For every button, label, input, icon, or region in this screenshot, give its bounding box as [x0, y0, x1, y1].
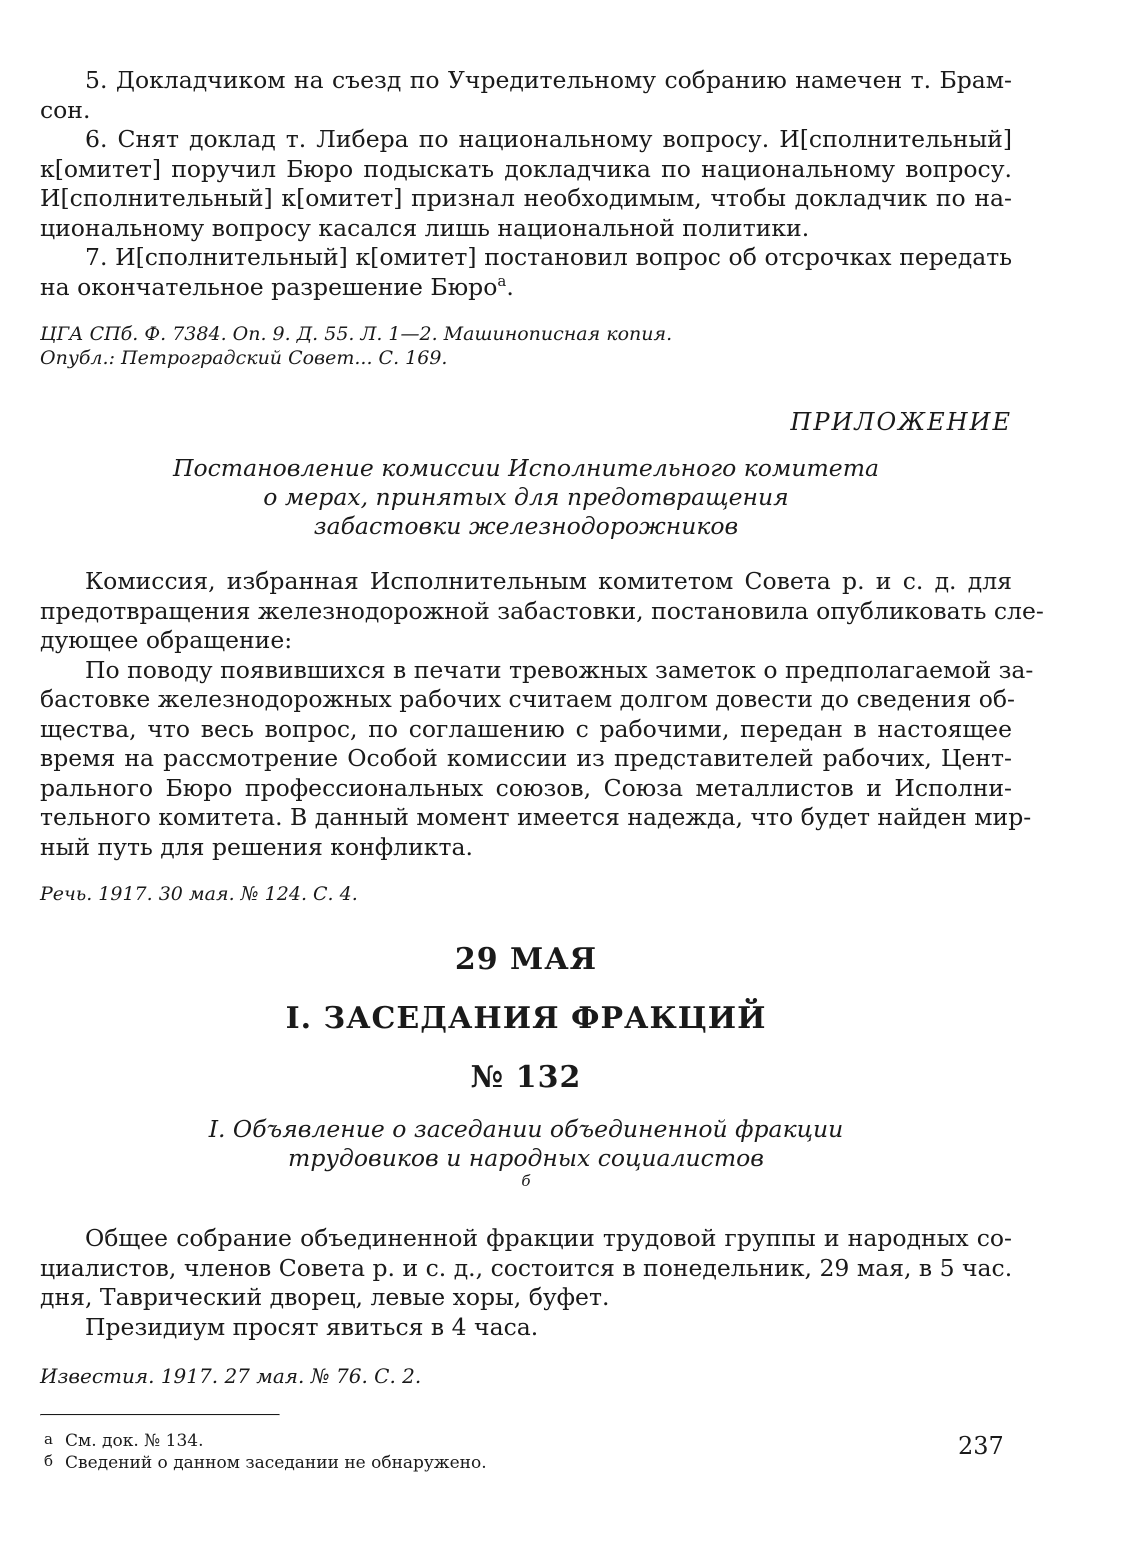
- footnote-a: [40, 1430, 1012, 1452]
- text-line: бастовке железнодорожных рабочих считаем долгом довести до сведения об-: [40, 685, 1015, 713]
- text-line: рального Бюро профессиональных союзов, Союза металлистов и Исполни-: [40, 773, 1012, 802]
- list-item-7: [40, 243, 1012, 302]
- text-line: к[омитет] поручил Бюро подыскать докладчика по национальному вопросу.: [40, 154, 1012, 183]
- document-number: № 132: [470, 1060, 582, 1095]
- appendix-title: [40, 454, 1012, 541]
- text-line: сон.: [40, 95, 91, 124]
- text-line: предотвращения железнодорожной забастовки, постановила опубликовать сле-: [40, 596, 1044, 625]
- footnote-b: [40, 1452, 1012, 1474]
- text-line: циональному вопросу касался лишь национальной политики.: [40, 213, 810, 242]
- title-fragment: трудовиков и народных социалистов: [288, 1144, 764, 1172]
- appendix-paragraph-1: [40, 567, 1044, 656]
- text-fragment: .: [506, 272, 514, 301]
- list-item-6: [40, 125, 1012, 243]
- document-title: [40, 1115, 1012, 1202]
- section-heading: I. ЗАСЕДАНИЯ ФРАКЦИЙ: [285, 1001, 767, 1036]
- page-number: 237: [958, 1432, 1004, 1460]
- footnote-ref: а: [497, 271, 507, 290]
- announcement-paragraph: [40, 1224, 1012, 1313]
- text-line: дня, Таврический дворец, левые хоры, буфет.: [40, 1283, 610, 1311]
- text-line: щества, что весь вопрос, по соглашению с рабочими, передан в настоящее: [40, 714, 1012, 743]
- text-line: ный путь для решения конфликта.: [40, 832, 473, 861]
- archive-source: [40, 322, 1012, 370]
- footnote-text: Сведений о данном заседании не обнаружено.: [65, 1453, 487, 1473]
- text-line: И[сполнительный] к[омитет] признал необходимым, чтобы докладчик по на-: [40, 184, 1012, 212]
- footnote-text: См. док. № 134.: [65, 1431, 204, 1451]
- title-line: [40, 1144, 1012, 1202]
- text-line: 7. И[сполнительный] к[омитет] постановил вопрос об отсрочках передать: [85, 243, 1012, 271]
- text-line: 5. Докладчиком на съезд по Учредительному собранию намечен т. Брам-: [85, 66, 1012, 94]
- footnote-ref: б: [521, 1172, 531, 1191]
- footnote-mark: а: [44, 1430, 53, 1448]
- date-heading: 29 МАЯ: [454, 942, 598, 977]
- text-line: тельного комитета. В данный момент имеется надежда, что будет найден мир-: [40, 803, 1032, 831]
- text-line: Общее собрание объединенной фракции трудовой группы и народных со-: [85, 1224, 1012, 1252]
- presidium-paragraph: Президиум просят явиться в 4 часа.: [85, 1312, 539, 1341]
- title-line: забастовки железнодорожников: [313, 512, 739, 540]
- text-line: время на рассмотрение Особой комиссии из представителей рабочих, Цент-: [40, 744, 1012, 772]
- text-line: циалистов, членов Совета р. и с. д., состоится в понедельник, 29 мая, в 5 час.: [40, 1253, 1013, 1282]
- appendix-paragraph-2: [40, 655, 1034, 863]
- document-page: [40, 66, 1044, 1474]
- newspaper-source: Речь. 1917. 30 мая. № 124. С. 4.: [40, 883, 358, 905]
- newspaper-source: Известия. 1917. 27 мая. № 76. С. 2.: [40, 1364, 422, 1388]
- text-line: 6. Снят доклад т. Либера по национальному вопросу. И[сполнительный]: [85, 125, 1012, 153]
- list-item-5: [40, 66, 1012, 125]
- text-line: [40, 273, 1012, 303]
- title-line: I. Объявление о заседании объединенной фракции: [208, 1115, 844, 1143]
- text-line: дующее обращение:: [40, 626, 293, 654]
- appendix-label: ПРИЛОЖЕНИЕ: [790, 408, 1012, 436]
- source-line: Опубл.: Петроградский Совет... С. 169.: [40, 347, 448, 369]
- title-line: Постановление комиссии Исполнительного комитета: [173, 454, 879, 482]
- footnote-mark: б: [44, 1452, 54, 1470]
- text-fragment: на окончательное разрешение Бюро: [40, 272, 498, 301]
- text-line: Комиссия, избранная Исполнительным комитетом Совета р. и с. д. для: [85, 567, 1012, 595]
- title-line: о мерах, принятых для предотвращения: [263, 483, 789, 511]
- source-line: ЦГА СПб. Ф. 7384. Оп. 9. Д. 55. Л. 1—2. Машинописная копия.: [40, 323, 673, 345]
- text-line: По поводу появившихся в печати тревожных заметок о предполагаемой за-: [85, 655, 1034, 684]
